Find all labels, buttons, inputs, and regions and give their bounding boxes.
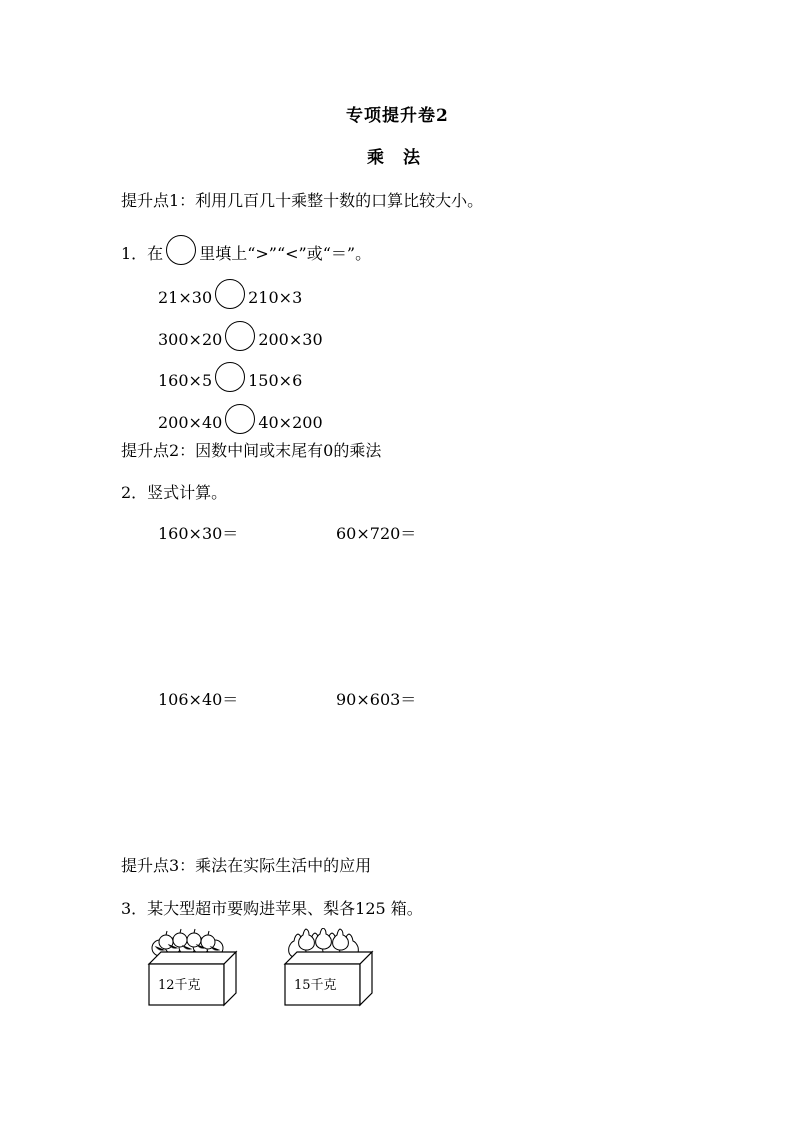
question-1-prompt-pre: 1．在 xyxy=(121,244,164,263)
question-2-prompt: 2．竖式计算。 xyxy=(121,483,228,502)
comparison-answer-circle[interactable] xyxy=(215,279,245,309)
comparison-answer-circle[interactable] xyxy=(215,362,245,392)
question-3-prompt: 3．某大型超市要购进苹果、梨各125 箱。 xyxy=(121,899,423,918)
section-heading-2: 提升点2：因数中间或末尾有0的乘法 xyxy=(121,441,382,460)
apple-icon xyxy=(146,928,238,1008)
comparison-left: 160×5 xyxy=(158,371,213,390)
question-1-prompt-post: 里填上“>”“<”或“＝”。 xyxy=(199,244,372,263)
comparison-row xyxy=(158,321,323,351)
apple-crate xyxy=(146,928,238,1008)
page-subtitle: 乘 法 xyxy=(367,148,421,168)
comparison-left: 300×20 xyxy=(158,330,223,349)
comparison-row xyxy=(158,404,323,434)
comparison-left: 21×30 xyxy=(158,288,213,307)
crate-label: 15千克 xyxy=(294,978,337,993)
comparison-right: 210×3 xyxy=(248,288,303,307)
page-title: 专项提升卷2 xyxy=(346,106,449,126)
pear-crate xyxy=(282,928,374,1008)
calculation-item: 60×720＝ xyxy=(336,524,417,543)
comparison-answer-circle[interactable] xyxy=(225,404,255,434)
pear-icon xyxy=(282,928,374,1008)
comparison-right: 200×30 xyxy=(258,330,323,349)
calculation-item: 106×40＝ xyxy=(158,690,239,709)
comparison-row xyxy=(158,362,302,392)
comparison-answer-circle[interactable] xyxy=(225,321,255,351)
comparison-right: 40×200 xyxy=(258,413,323,432)
calculation-item: 90×603＝ xyxy=(336,690,417,709)
section-heading-3: 提升点3：乘法在实际生活中的应用 xyxy=(121,856,372,875)
comparison-row xyxy=(158,279,302,309)
answer-circle-icon xyxy=(166,235,196,265)
calculation-item: 160×30＝ xyxy=(158,524,239,543)
section-heading-1: 提升点1：利用几百几十乘整十数的口算比较大小。 xyxy=(121,191,484,210)
crate-label: 12千克 xyxy=(158,978,201,993)
comparison-left: 200×40 xyxy=(158,413,223,432)
comparison-right: 150×6 xyxy=(248,371,303,390)
question-1-prompt xyxy=(121,235,371,265)
